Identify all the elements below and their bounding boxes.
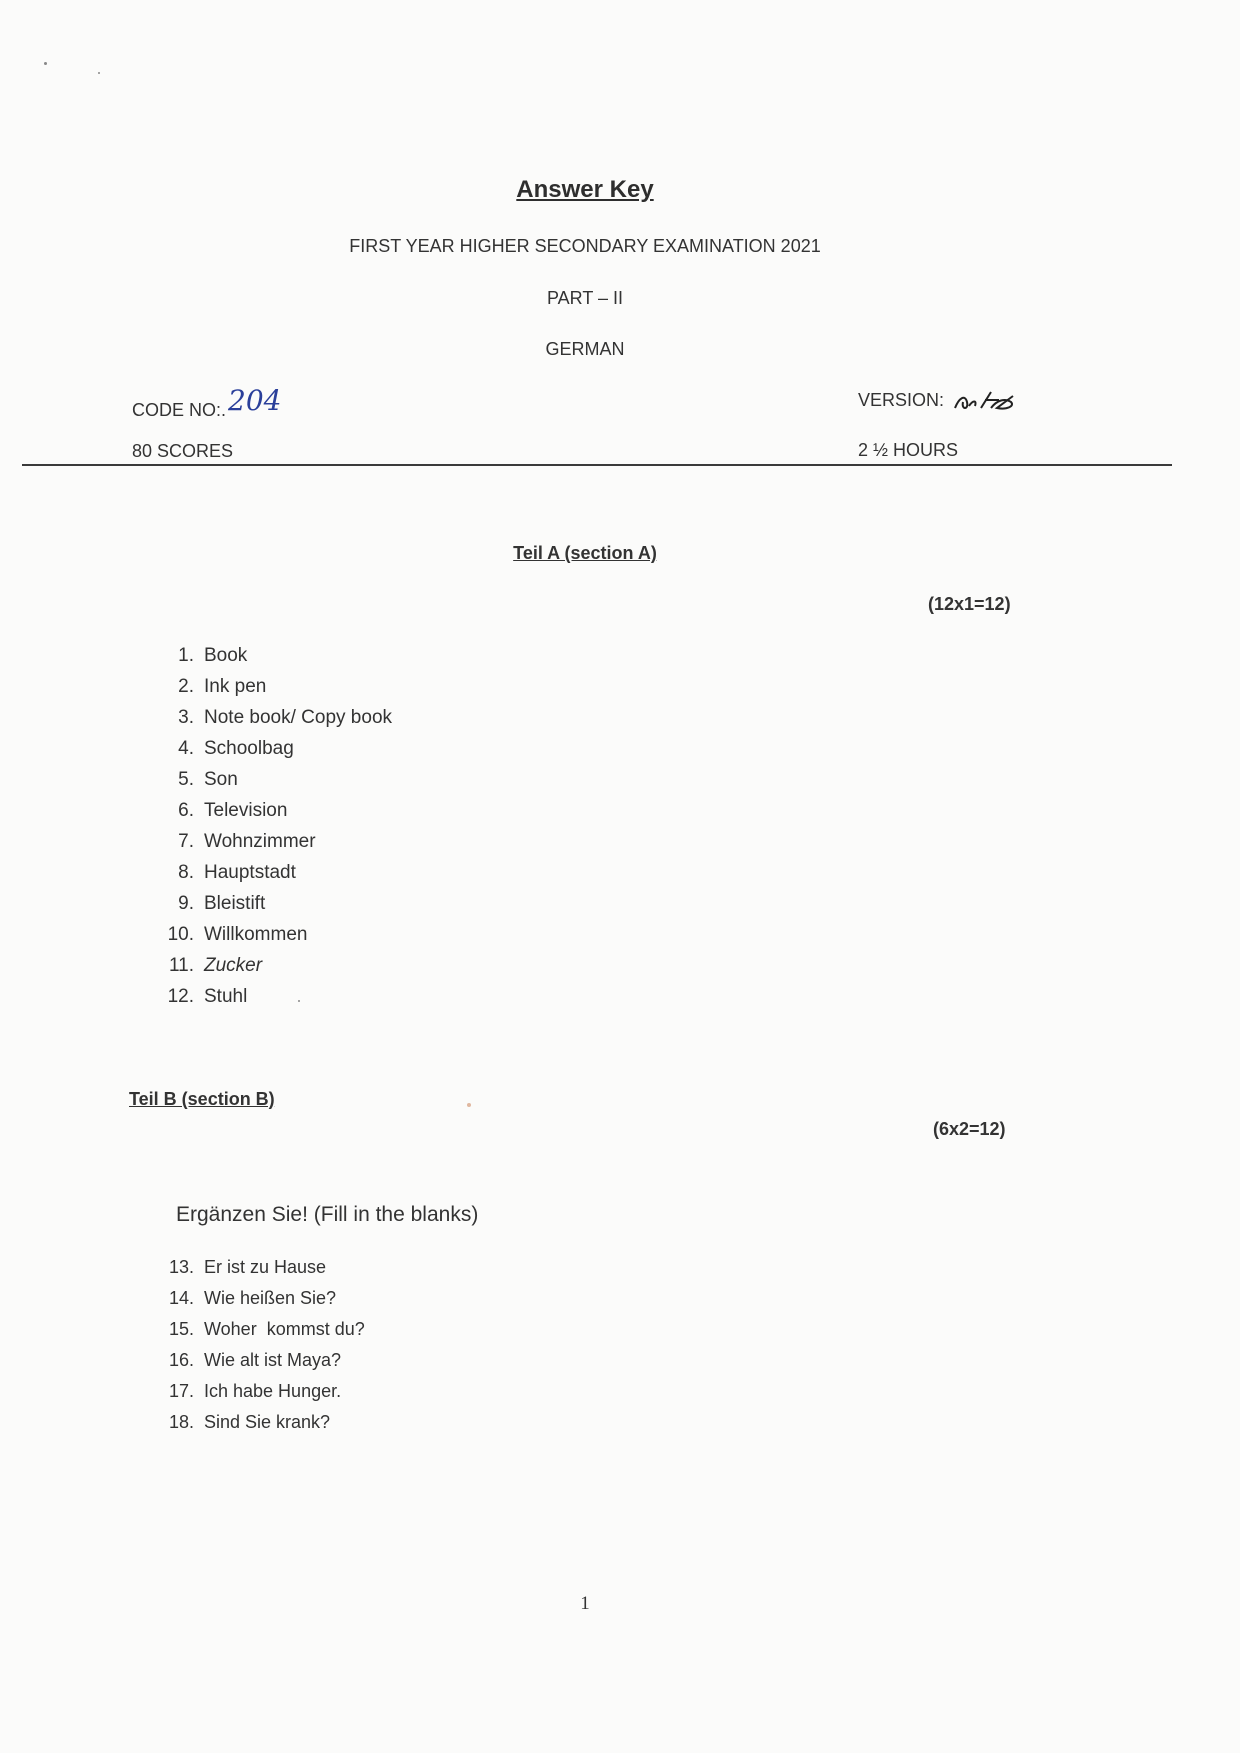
list-item [160, 826, 392, 857]
scan-speck [98, 72, 100, 74]
exam-subject: GERMAN [545, 339, 625, 359]
item-number: 8. [178, 862, 194, 883]
page-title: Answer Key [516, 176, 654, 203]
item-text: Wie heißen Sie? [204, 1288, 337, 1308]
item-number: 10. [167, 924, 194, 945]
item-text: Wie alt ist Maya? [204, 1350, 342, 1370]
item-number: 16. [168, 1350, 194, 1370]
item-text: Schoolbag [204, 738, 294, 759]
version-label: VERSION: [858, 389, 945, 410]
section-b-marks: (6x2=12) [933, 1119, 1006, 1139]
item-number: 12. [167, 986, 194, 1007]
page-number: 1 [580, 1593, 590, 1614]
item-text: Note book/ Copy book [204, 707, 393, 728]
section-a-heading: Teil A (section A) [513, 543, 657, 563]
handwritten-version-scribble [951, 388, 1019, 414]
list-item [160, 888, 392, 919]
code-label: CODE NO:. [132, 400, 227, 420]
item-text: Bleistift [204, 893, 266, 914]
scan-speck [298, 1000, 300, 1002]
total-scores: 80 SCORES [132, 441, 234, 461]
item-number: 1. [178, 645, 194, 666]
version [858, 388, 1019, 414]
list-item [160, 733, 392, 764]
list-item [160, 640, 392, 671]
section-a-marks: (12x1=12) [928, 594, 1011, 614]
item-number: 18. [168, 1412, 194, 1432]
list-item [160, 919, 392, 950]
list-item [160, 1376, 365, 1407]
item-number: 13. [168, 1257, 194, 1277]
item-number: 15. [168, 1319, 194, 1339]
item-text: Television [204, 800, 288, 821]
list-item [160, 702, 392, 733]
item-number: 17. [168, 1381, 194, 1401]
section-b-heading: Teil B (section B) [129, 1089, 275, 1109]
section-a-answer-list [160, 640, 392, 1012]
item-number: 6. [178, 800, 194, 821]
section-b-instruction: Ergänzen Sie! (Fill in the blanks) [176, 1203, 479, 1226]
item-text: Wohnzimmer [204, 831, 316, 852]
item-text: Zucker [204, 955, 263, 976]
item-text: Ich habe Hunger. [204, 1381, 342, 1401]
list-item [160, 857, 392, 888]
item-text: Son [204, 769, 238, 790]
item-number: 7. [178, 831, 194, 852]
section-b-answer-list [160, 1252, 365, 1438]
exam-part: PART – II [546, 288, 624, 308]
item-text: Woher kommst du? [204, 1319, 365, 1339]
list-item [160, 1345, 365, 1376]
item-text: Sind Sie krank? [204, 1412, 331, 1432]
item-text: Willkommen [204, 924, 308, 945]
list-item [160, 795, 392, 826]
list-item [160, 1314, 365, 1345]
header-divider [22, 464, 1172, 466]
item-text: Stuhl [204, 986, 248, 1007]
list-item [160, 1407, 365, 1438]
item-text: Hauptstadt [204, 862, 296, 883]
item-text: Ink pen [204, 676, 267, 697]
item-number: 11. [168, 955, 194, 976]
item-number: 14. [168, 1288, 194, 1308]
list-item [160, 1283, 365, 1314]
item-number: 3. [178, 707, 194, 728]
handwritten-code-value: 204 [228, 384, 282, 417]
item-number: 2. [178, 676, 194, 697]
code-number [132, 384, 282, 423]
item-text: Er ist zu Hause [204, 1257, 327, 1277]
list-item [160, 950, 392, 981]
item-text: Book [204, 645, 248, 666]
list-item [160, 671, 392, 702]
scan-speck [467, 1103, 471, 1107]
list-item [160, 764, 392, 795]
list-item [160, 981, 392, 1012]
item-number: 5. [178, 769, 194, 790]
exam-duration: 2 ½ HOURS [858, 440, 959, 460]
exam-name: FIRST YEAR HIGHER SECONDARY EXAMINATION 2021 [349, 236, 821, 256]
scan-speck [44, 62, 47, 65]
list-item [160, 1252, 365, 1283]
item-number: 4. [178, 738, 194, 759]
item-number: 9. [178, 893, 194, 914]
